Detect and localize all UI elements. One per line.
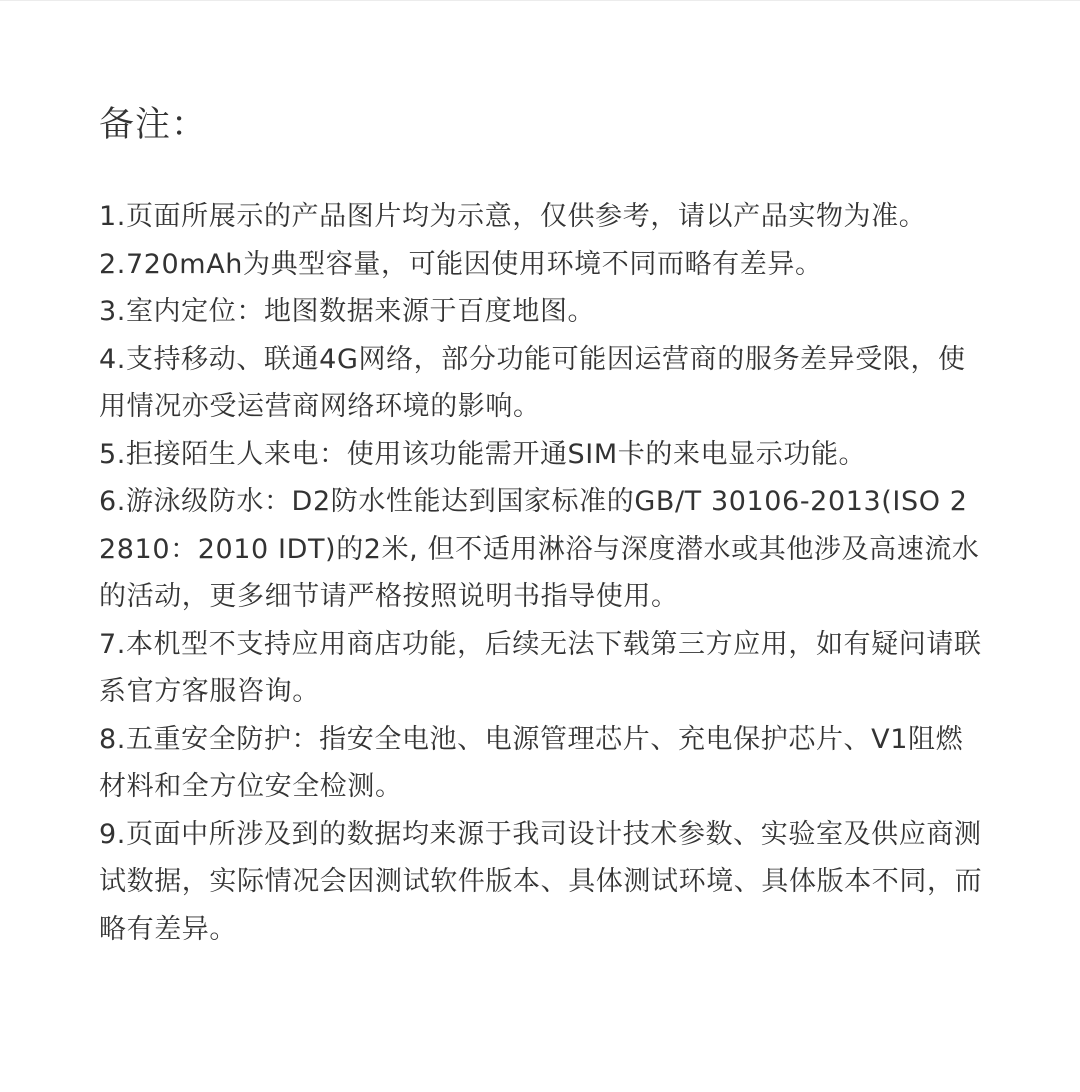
note-item-3: 3.室内定位：地图数据来源于百度地图。 bbox=[99, 296, 596, 327]
note-item-5: 5.拒接陌生人来电：使用该功能需开通SIM卡的来电显示功能。 bbox=[99, 438, 867, 470]
note-item-6: 6.游泳级防水：D2防水性能达到国家标准的GB/T 30106-2013(ISO 22810：2010 IDT)的2米, 但不适用淋浴与深度潜水或其他涉及高速流水的活动，更多细节请严格按照说明书指导使用。 bbox=[99, 486, 980, 612]
note-item-2: 2.720mAh为典型容量，可能因使用环境不同而略有差异。 bbox=[99, 248, 823, 280]
note-item-9: 9.页面中所涉及到的数据均来源于我司设计技术参数、实验室及供应商测试数据，实际情况会因测试软件版本、具体测试环境、具体版本不同，而略有差异。 bbox=[99, 818, 983, 945]
note-item-1: 1.页面所展示的产品图片均为示意，仅供参考，请以产品实物为准。 bbox=[99, 201, 927, 232]
notes-list bbox=[99, 193, 984, 953]
note-item-4: 4.支持移动、联通4G网络，部分功能可能因运营商的服务差异受限，使用情况亦受运营商网络环境的影响。 bbox=[99, 343, 966, 422]
notes-title: 备注： bbox=[99, 105, 208, 145]
note-item-7: 7.本机型不支持应用商店功能，后续无法下载第三方应用，如有疑问请联系官方客服咨询。 bbox=[99, 628, 982, 707]
note-item-8: 8.五重安全防护：指安全电池、电源管理芯片、充电保护芯片、V1阻燃材料和全方位安全检测。 bbox=[99, 723, 964, 802]
